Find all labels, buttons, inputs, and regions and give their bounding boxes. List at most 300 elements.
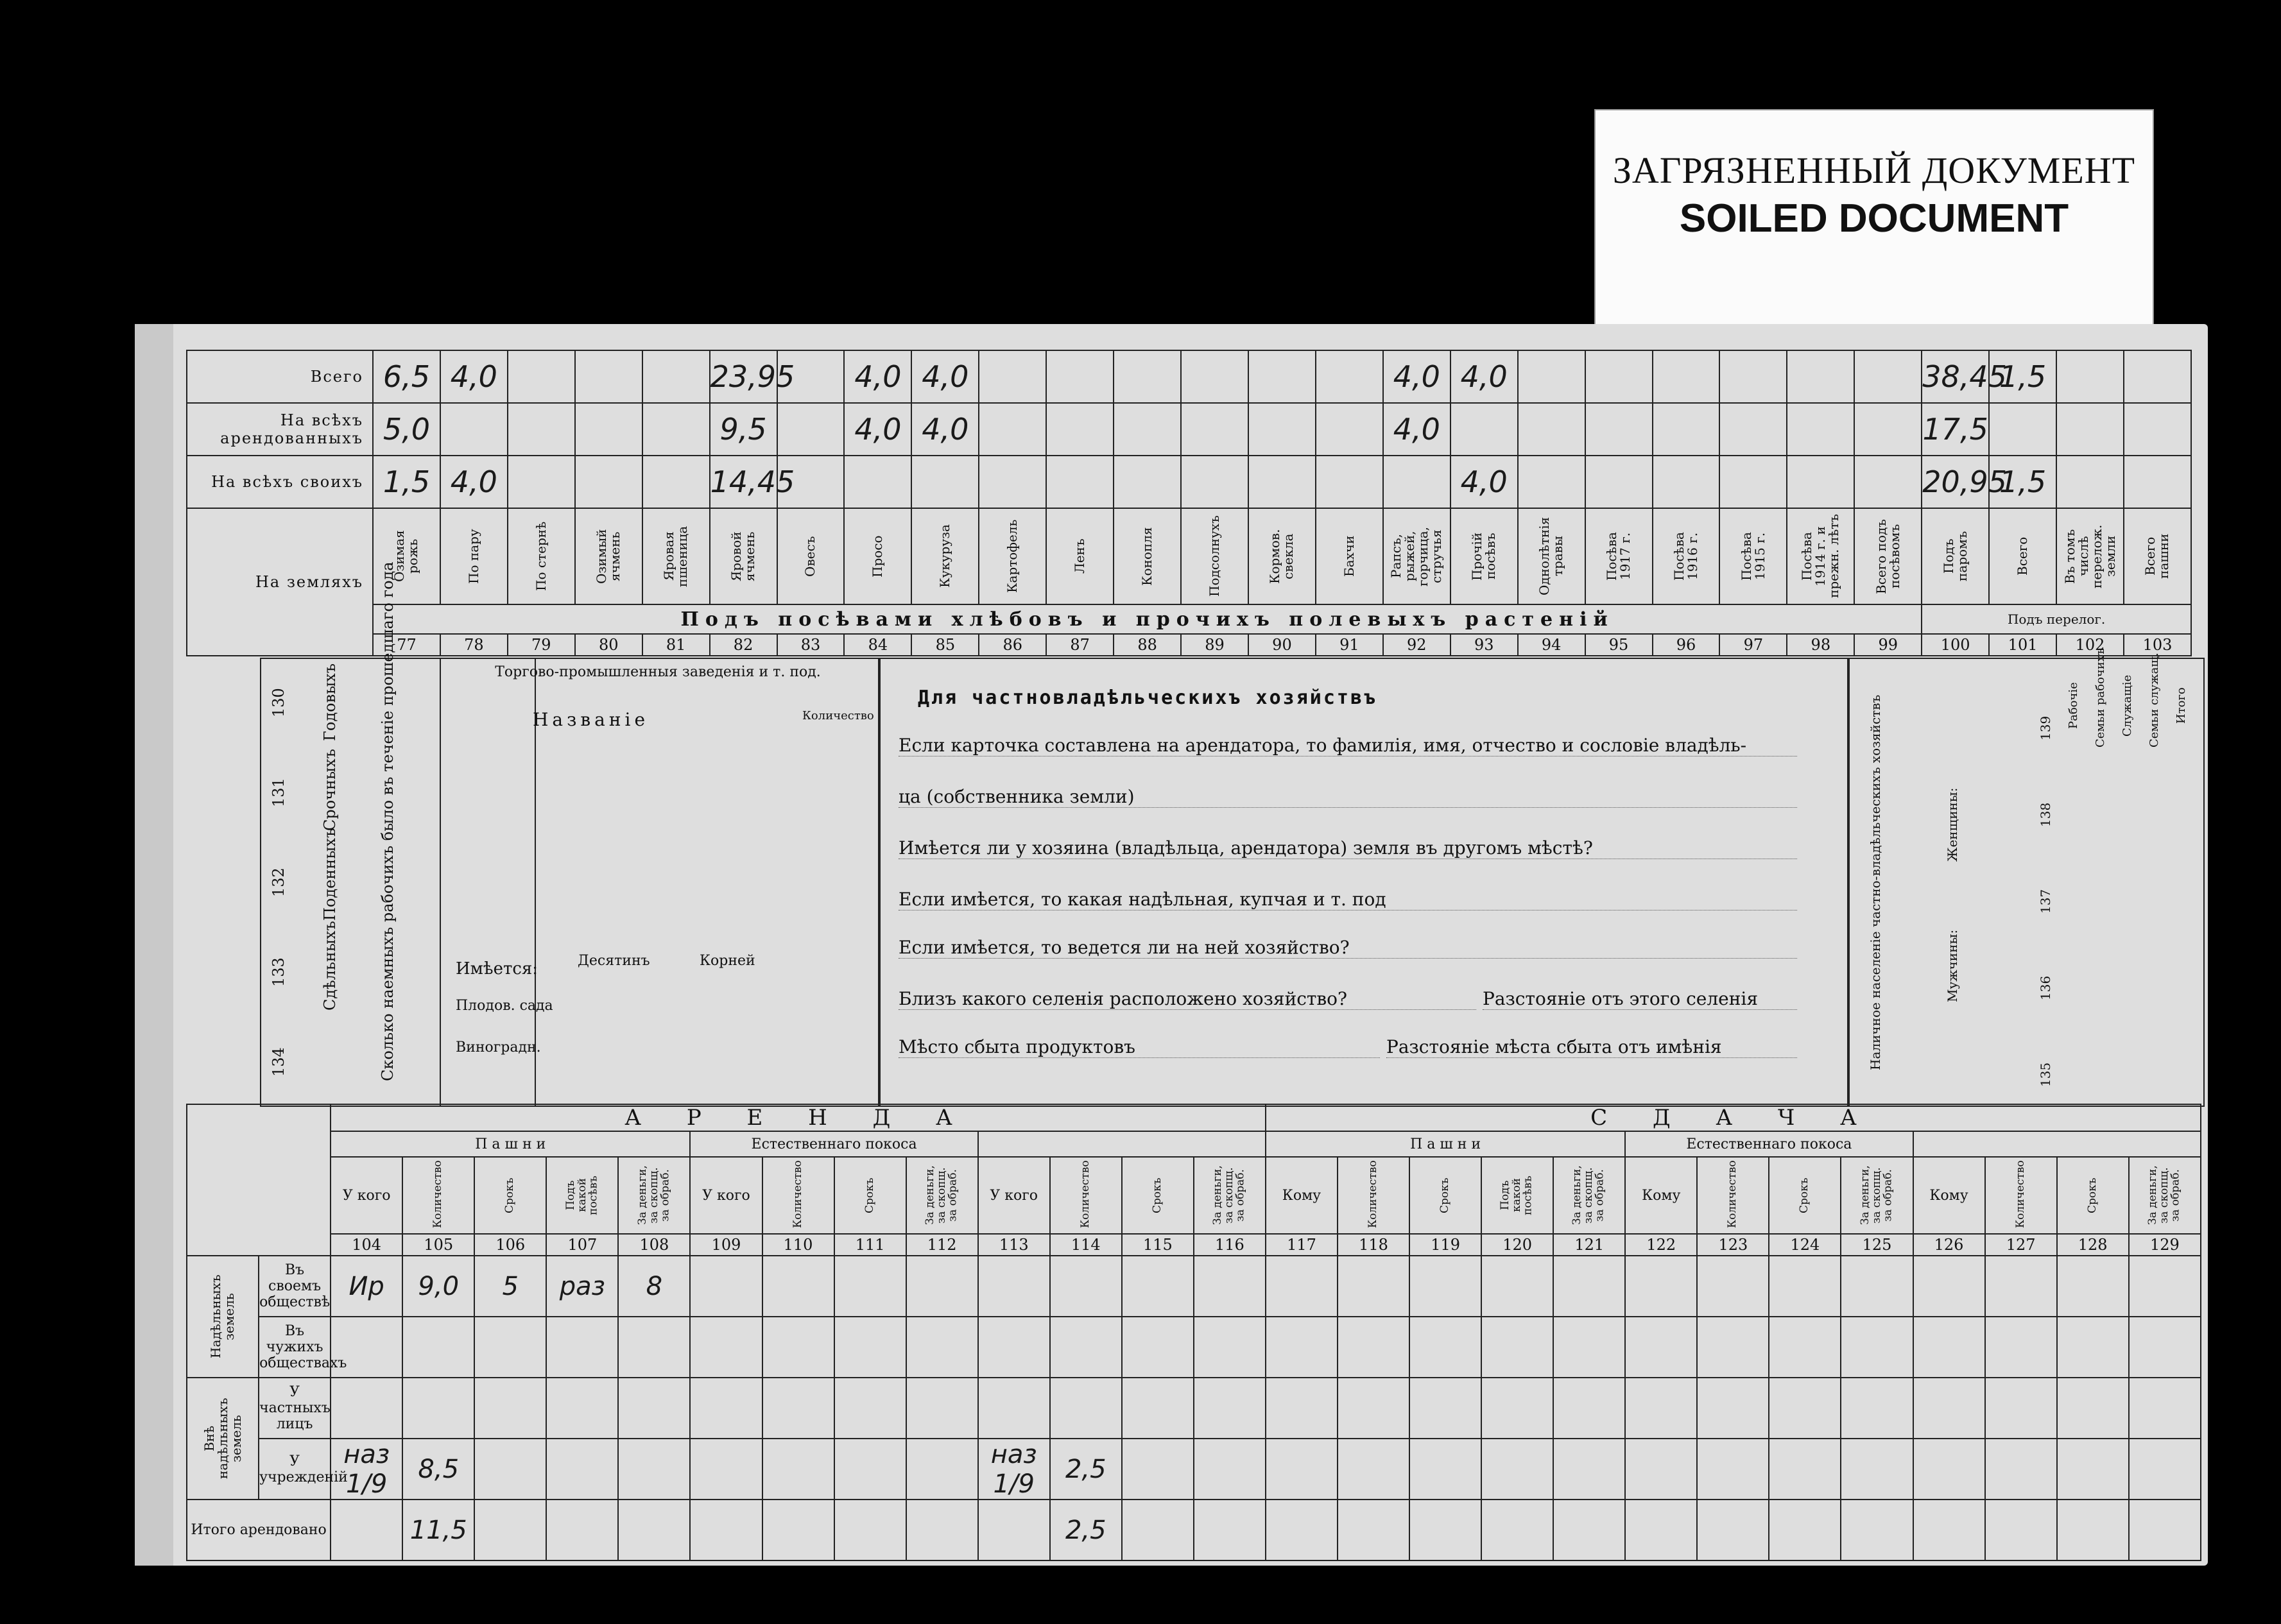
lease-column-header <box>474 1157 546 1234</box>
crop-value-cell <box>1316 456 1383 508</box>
lease-col-number: 123 <box>1697 1234 1769 1256</box>
worker-number: 134 <box>270 1047 288 1077</box>
crop-value-cell <box>1787 403 1854 456</box>
lease-column-label: Количество <box>1366 1160 1380 1228</box>
sheet-edge <box>135 324 173 1566</box>
lease-cell: 8 <box>618 1256 690 1317</box>
question-village-distance: Разстояніе отъ этого селенія <box>1483 988 1797 1010</box>
lease-cell <box>1625 1439 1697 1500</box>
crop-value-cell <box>1248 456 1316 508</box>
population-number: 136 <box>2038 975 2053 1001</box>
crop-header-text: Рапсъ, рыжей, горчица, стручья <box>1388 526 1445 586</box>
household-column-header: Рабочіе <box>2067 682 2080 730</box>
lease-column-label: Подъ какой посѣвъ <box>1499 1175 1535 1215</box>
lease-col-number: 112 <box>906 1234 978 1256</box>
lease-cell <box>1409 1500 1481 1560</box>
col-number: 85 <box>911 634 979 656</box>
lease-col-number: 110 <box>762 1234 834 1256</box>
crop-value-cell <box>1585 403 1653 456</box>
crop-value-cell <box>508 403 575 456</box>
question-owner-cont: ца (собственника земли) <box>899 786 1797 808</box>
question-farming: Если имѣется, то ведется ли на ней хозяйство? <box>899 937 1797 959</box>
lease-column-header <box>1985 1157 2057 1234</box>
crop-value-cell: 4,0 <box>1383 403 1450 456</box>
household-column-header: Семьи служащ. <box>2148 653 2161 748</box>
land-label: На земляхъ <box>187 508 373 656</box>
col-number: 93 <box>1450 634 1518 656</box>
lease-cell: 11,5 <box>402 1500 474 1560</box>
lease-col-number: 115 <box>1122 1234 1194 1256</box>
lease-section-header <box>1913 1131 2201 1157</box>
lease-cell <box>1553 1500 1625 1560</box>
crop-value-cell: 9,5 <box>710 403 777 456</box>
lease-col-number: 113 <box>978 1234 1050 1256</box>
worker-type: Годовыхъ <box>321 663 339 741</box>
lease-cell <box>1481 1439 1553 1500</box>
lease-col-number: 111 <box>834 1234 906 1256</box>
crop-value-cell <box>1787 350 1854 403</box>
lease-cell <box>1194 1317 1266 1378</box>
crop-value-cell <box>1316 403 1383 456</box>
private-title: Для частновладѣльческихъ хозяйствъ <box>918 687 1378 709</box>
lease-cell <box>1481 1317 1553 1378</box>
crop-value-cell <box>1046 456 1114 508</box>
crop-header-text: Посѣва 1914 г. и прежн. лѣтъ <box>1799 514 1842 599</box>
lease-cell <box>1697 1439 1769 1500</box>
crop-value-row <box>187 456 2191 508</box>
crop-value-cell: 23,95 <box>710 350 777 403</box>
household-column-header: Служащіе <box>2121 674 2134 737</box>
lease-cell <box>2129 1378 2201 1439</box>
lease-cell: раз <box>546 1256 618 1317</box>
col-number: 91 <box>1316 634 1383 656</box>
lease-cell <box>978 1317 1050 1378</box>
lease-col-number: 108 <box>618 1234 690 1256</box>
lease-column-label: Срокъ <box>1798 1177 1811 1213</box>
lease-cell: Ир <box>331 1256 402 1317</box>
crop-header-cell <box>1248 508 1316 604</box>
lease-column-label: За деньги, за скопщ. за обраб. <box>2146 1165 2182 1226</box>
col-number: 102 <box>2056 634 2124 656</box>
crop-header-text: Посѣва 1916 г. <box>1671 532 1700 581</box>
lease-cell <box>1338 1439 1409 1500</box>
worker-type: Сдѣльныхъ <box>321 921 339 1011</box>
lease-cell <box>2057 1256 2129 1317</box>
lease-cell <box>1266 1317 1338 1378</box>
lease-cell <box>1338 1317 1409 1378</box>
worker-type: Срочныхъ <box>321 749 339 831</box>
lease-cell <box>1985 1317 2057 1378</box>
crop-header-text: Кукуруза <box>937 524 953 588</box>
vineyard-label: Виноградн. <box>456 1039 541 1056</box>
lease-cell <box>1697 1256 1769 1317</box>
crop-header-cell <box>1316 508 1383 604</box>
lease-data-row <box>187 1439 2201 1500</box>
lease-cell <box>1050 1256 1122 1317</box>
lease-cell <box>1553 1439 1625 1500</box>
lease-col-number: 121 <box>1553 1234 1625 1256</box>
lease-cell <box>1625 1500 1697 1560</box>
lease-cell <box>1409 1439 1481 1500</box>
crop-value-cell <box>1854 403 1922 456</box>
lease-cell <box>474 1500 546 1560</box>
lease-cell <box>331 1500 402 1560</box>
women-label: Женщины: <box>1945 787 1960 862</box>
lease-cell <box>1338 1378 1409 1439</box>
lease-column-header <box>978 1157 1050 1234</box>
crop-value-cell <box>911 456 979 508</box>
lease-col-number: 125 <box>1841 1234 1913 1256</box>
lease-column-label: Срокъ <box>1438 1177 1452 1213</box>
crop-value-cell <box>2124 456 2191 508</box>
lease-cell <box>618 1378 690 1439</box>
lease-cell <box>1266 1439 1338 1500</box>
col-number: 83 <box>777 634 845 656</box>
lease-column-header <box>1122 1157 1194 1234</box>
lease-cell: 9,0 <box>402 1256 474 1317</box>
lease-column-header <box>834 1157 906 1234</box>
lease-cell <box>331 1378 402 1439</box>
lease-column-label: Количество <box>1078 1160 1092 1228</box>
col-number: 103 <box>2124 634 2191 656</box>
crop-header-text: Посѣва 1915 г. <box>1738 532 1768 581</box>
lease-column-header <box>1050 1157 1122 1234</box>
lease-section-header <box>978 1131 1266 1157</box>
lease-column-header <box>618 1157 690 1234</box>
lease-row-label: Итого арендовано <box>187 1500 331 1560</box>
crop-value-cell <box>1719 403 1787 456</box>
lease-cell <box>1553 1256 1625 1317</box>
lease-column-header <box>1913 1157 1985 1234</box>
lease-cell <box>618 1439 690 1500</box>
lease-cell <box>1122 1256 1194 1317</box>
crop-header-row <box>187 508 2191 604</box>
lease-cell <box>1194 1439 1266 1500</box>
crop-value-cell: 1,5 <box>373 456 440 508</box>
col-number: 86 <box>979 634 1046 656</box>
crop-header-text: Яровой ячмень <box>728 531 758 581</box>
crop-header-text: По пару <box>465 529 481 584</box>
question-market: Мѣсто сбыта продуктовъ <box>899 1036 1380 1058</box>
crop-header-text: Озимый ячмень <box>594 529 623 584</box>
lease-cell <box>1194 1378 1266 1439</box>
nadel-group <box>187 1256 259 1378</box>
crop-header-cell <box>1114 508 1181 604</box>
crop-value-cell <box>575 403 642 456</box>
crop-value-cell: 1,5 <box>1989 456 2056 508</box>
col-number: 99 <box>1854 634 1922 656</box>
col-number: 87 <box>1046 634 1114 656</box>
crop-value-cell <box>1585 350 1653 403</box>
row-label: На всѣхъ арендованныхъ <box>187 403 373 456</box>
vne-label: Внѣ надѣльныхъ земель <box>201 1397 244 1480</box>
lease-col-number: 122 <box>1625 1234 1697 1256</box>
lease-cell <box>402 1317 474 1378</box>
question-owner: Если карточка составлена на арендатора, то фамилія, имя, отчество и сословіе владѣль- <box>899 735 1797 756</box>
lease-col-number: 116 <box>1194 1234 1266 1256</box>
crop-value-row <box>187 350 2191 403</box>
lease-col-number: 114 <box>1050 1234 1122 1256</box>
lease-col-number: 118 <box>1338 1234 1409 1256</box>
crop-header-text: Посѣва 1917 г. <box>1604 532 1633 581</box>
nadel-label: Надѣльныхъ земель <box>208 1274 237 1359</box>
lease-cell <box>402 1378 474 1439</box>
lease-cell <box>834 1439 906 1500</box>
crop-value-cell <box>1114 403 1181 456</box>
lease-cell <box>834 1256 906 1317</box>
lease-cell <box>1625 1378 1697 1439</box>
crop-header-text: Однолѣтнія травы <box>1536 517 1566 596</box>
lease-cell <box>690 1317 762 1378</box>
crop-header-cell <box>1854 508 1922 604</box>
crop-header-cell <box>777 508 845 604</box>
lease-col-number: 119 <box>1409 1234 1481 1256</box>
col-number: 89 <box>1181 634 1248 656</box>
lease-row-label: Въ чужихъ обществахъ <box>259 1317 331 1378</box>
lease-section-header: Естественнаго покоса <box>690 1131 977 1157</box>
lease-column-label: Количество <box>791 1160 804 1228</box>
crop-value-cell: 4,0 <box>1450 456 1518 508</box>
crop-value-cell: 5,0 <box>373 403 440 456</box>
crop-header-cell <box>1653 508 1720 604</box>
lease-row-label: У учрежденій <box>259 1439 331 1500</box>
lease-cell <box>2057 1500 2129 1560</box>
lease-section-header: П а ш н и <box>1266 1131 1625 1157</box>
worker-number: 132 <box>270 868 288 897</box>
lease-column-label: За деньги, за скопщ. за обраб. <box>1571 1165 1607 1226</box>
crop-value-cell: 4,0 <box>440 350 508 403</box>
population-number: 135 <box>2038 1062 2053 1088</box>
crop-value-cell <box>1989 403 2056 456</box>
lease-column-header <box>762 1157 834 1234</box>
lease-cell <box>762 1256 834 1317</box>
col-number: 78 <box>440 634 508 656</box>
crop-header-cell <box>1989 508 2056 604</box>
crop-header-text: Подсолнухъ <box>1207 515 1223 597</box>
col-number: 98 <box>1787 634 1854 656</box>
col-number: 96 <box>1653 634 1720 656</box>
crop-value-cell <box>1787 456 1854 508</box>
soiled-document-label <box>1594 109 2154 343</box>
lease-cell <box>2129 1317 2201 1378</box>
lease-cell <box>1338 1256 1409 1317</box>
lease-cell <box>1841 1439 1913 1500</box>
lease-column-header <box>1769 1157 1841 1234</box>
soiled-label-ru: ЗАГРЯЗНЕННЫЙ ДОКУМЕНТ <box>1612 150 2136 191</box>
lease-cell <box>834 1500 906 1560</box>
lease-cell <box>1769 1256 1841 1317</box>
lease-data-row <box>187 1256 2201 1317</box>
lease-column-label: Срокъ <box>2085 1177 2099 1213</box>
lease-cell <box>1985 1500 2057 1560</box>
lease-table <box>186 1104 2201 1561</box>
crop-value-cell <box>440 403 508 456</box>
col-number: 90 <box>1248 634 1316 656</box>
crop-value-cell <box>575 350 642 403</box>
worker-number: 131 <box>270 778 288 807</box>
row-label: Всего <box>187 350 373 403</box>
crop-value-cell <box>2124 403 2191 456</box>
crop-header-cell <box>642 508 710 604</box>
lease-cell <box>2129 1256 2201 1317</box>
lease-col-number: 126 <box>1913 1234 1985 1256</box>
sdacha-title: С Д А Ч А <box>1266 1104 2201 1131</box>
crop-value-cell: 4,0 <box>1383 350 1450 403</box>
lease-cell <box>1697 1500 1769 1560</box>
lease-column-header <box>690 1157 762 1234</box>
crop-header-cell <box>1585 508 1653 604</box>
crop-header-text: Просо <box>870 535 886 577</box>
lease-column-header <box>1194 1157 1266 1234</box>
lease-cell <box>474 1378 546 1439</box>
lease-cell <box>690 1256 762 1317</box>
workers-title: Сколько наемныхъ рабочихъ было въ теченіе прошедшаго года <box>379 561 397 1081</box>
lease-data-row <box>187 1500 2201 1560</box>
crop-header-cell <box>1719 508 1787 604</box>
lease-data-row <box>187 1378 2201 1439</box>
crop-value-cell <box>2056 350 2124 403</box>
trade-count-header: Количество <box>802 709 874 722</box>
crop-header-cell <box>979 508 1046 604</box>
crop-header-text: Ленъ <box>1072 538 1088 574</box>
lease-section-header: Естественнаго покоса <box>1625 1131 1913 1157</box>
crop-header-cell <box>1383 508 1450 604</box>
col-number: 79 <box>508 634 575 656</box>
lease-cell <box>1409 1317 1481 1378</box>
lease-row-label: У частныхъ лицъ <box>259 1378 331 1439</box>
crop-header-cell <box>2056 508 2124 604</box>
crop-value-cell: 14,45 <box>710 456 777 508</box>
lease-cell <box>906 1317 978 1378</box>
lease-header-row <box>187 1157 2201 1234</box>
lease-column-header <box>1625 1157 1697 1234</box>
lease-cell <box>1625 1256 1697 1317</box>
desyatin-header: Десятинъ <box>578 953 650 969</box>
lease-cell: наз 1/9 <box>331 1439 402 1500</box>
lease-cell <box>1481 1500 1553 1560</box>
question-other-land: Имѣется ли у хозяина (владѣльца, арендатора) земля въ другомъ мѣстѣ? <box>899 837 1797 859</box>
crop-value-cell <box>1653 403 1720 456</box>
lease-cell <box>1625 1317 1697 1378</box>
lease-cell <box>1481 1256 1553 1317</box>
lease-cell <box>1553 1378 1625 1439</box>
col-number: 94 <box>1518 634 1585 656</box>
lease-corner <box>187 1104 331 1256</box>
lease-col-number: 128 <box>2057 1234 2129 1256</box>
crop-number-row <box>187 634 2191 656</box>
lease-cell <box>2129 1500 2201 1560</box>
household-column-header: Семьи рабочихъ <box>2094 647 2107 748</box>
lease-cell <box>1266 1378 1338 1439</box>
lease-cell <box>2129 1439 2201 1500</box>
crop-value-cell <box>508 456 575 508</box>
crop-value-cell <box>2124 350 2191 403</box>
lease-cell <box>1769 1439 1841 1500</box>
lease-col-number: 109 <box>690 1234 762 1256</box>
crop-value-cell <box>1518 456 1585 508</box>
lease-column-header <box>402 1157 474 1234</box>
lease-column-label: Количество <box>431 1160 445 1228</box>
lease-number-row <box>187 1234 2201 1256</box>
crop-value-cell: 6,5 <box>373 350 440 403</box>
lease-column-header <box>2129 1157 2201 1234</box>
lease-cell: 8,5 <box>402 1439 474 1500</box>
lease-section-row <box>187 1131 2201 1157</box>
orchard-label: Плодов. сада <box>456 998 553 1014</box>
crop-value-cell <box>1518 403 1585 456</box>
col-number: 77 <box>373 634 440 656</box>
lease-column-label: Кому <box>1929 1187 1968 1204</box>
crop-value-cell <box>1653 456 1720 508</box>
lease-cell <box>1050 1378 1122 1439</box>
lease-column-header <box>1697 1157 1769 1234</box>
has-label: Имѣется: <box>456 959 538 979</box>
crop-header-cell <box>1787 508 1854 604</box>
crop-value-cell <box>1518 350 1585 403</box>
lease-cell <box>1122 1378 1194 1439</box>
lease-column-label: За деньги, за скопщ. за обраб. <box>1211 1165 1247 1226</box>
lease-column-header <box>1481 1157 1553 1234</box>
lease-column-label: За деньги, за скопщ. за обраб. <box>923 1165 960 1226</box>
crop-value-cell <box>1719 456 1787 508</box>
lease-column-label: У кого <box>342 1187 391 1204</box>
crop-header-cell <box>1922 508 1989 604</box>
crop-value-cell <box>575 456 642 508</box>
crop-header-text: По стернѣ <box>533 521 549 592</box>
lease-cell <box>834 1378 906 1439</box>
lease-cell <box>690 1378 762 1439</box>
crop-value-cell: 4,0 <box>1450 350 1518 403</box>
crop-value-cell <box>1316 350 1383 403</box>
lease-cell: 2,5 <box>1050 1500 1122 1560</box>
col-number: 84 <box>844 634 911 656</box>
lease-cell <box>690 1439 762 1500</box>
crop-value-cell <box>508 350 575 403</box>
crop-value-cell <box>1181 350 1248 403</box>
worker-type: Поденныхъ <box>321 828 339 921</box>
lease-col-number: 127 <box>1985 1234 2057 1256</box>
crop-header-cell <box>2124 508 2191 604</box>
crop-header-text: Всего пашни <box>2142 533 2172 579</box>
crop-value-cell <box>1383 456 1450 508</box>
lease-data-row <box>187 1317 2201 1378</box>
crop-value-cell <box>979 350 1046 403</box>
lease-cell: 5 <box>474 1256 546 1317</box>
population-number: 138 <box>2038 802 2053 828</box>
korney-header: Корней <box>700 953 755 969</box>
lease-cell <box>2057 1378 2129 1439</box>
crop-value-cell: 4,0 <box>911 350 979 403</box>
crop-header-text: Всего подъ посѣвомъ <box>1873 518 1902 594</box>
crop-value-cell <box>642 456 710 508</box>
crop-header-cell <box>440 508 508 604</box>
lease-cell <box>546 1500 618 1560</box>
lease-cell <box>546 1439 618 1500</box>
lease-cell <box>1841 1317 1913 1378</box>
population-number: 137 <box>2038 889 2053 914</box>
lease-cell <box>1769 1500 1841 1560</box>
crops-table <box>186 350 2192 656</box>
lease-column-label: У кого <box>990 1187 1038 1204</box>
lease-cell <box>1122 1317 1194 1378</box>
lease-column-label: Срокъ <box>863 1177 876 1213</box>
crops-title-row <box>187 604 2191 634</box>
crop-value-cell <box>1046 403 1114 456</box>
lease-cell <box>1769 1317 1841 1378</box>
trade-name-header: Названіе <box>533 709 650 730</box>
lease-cell <box>1122 1500 1194 1560</box>
lease-cell <box>1194 1500 1266 1560</box>
